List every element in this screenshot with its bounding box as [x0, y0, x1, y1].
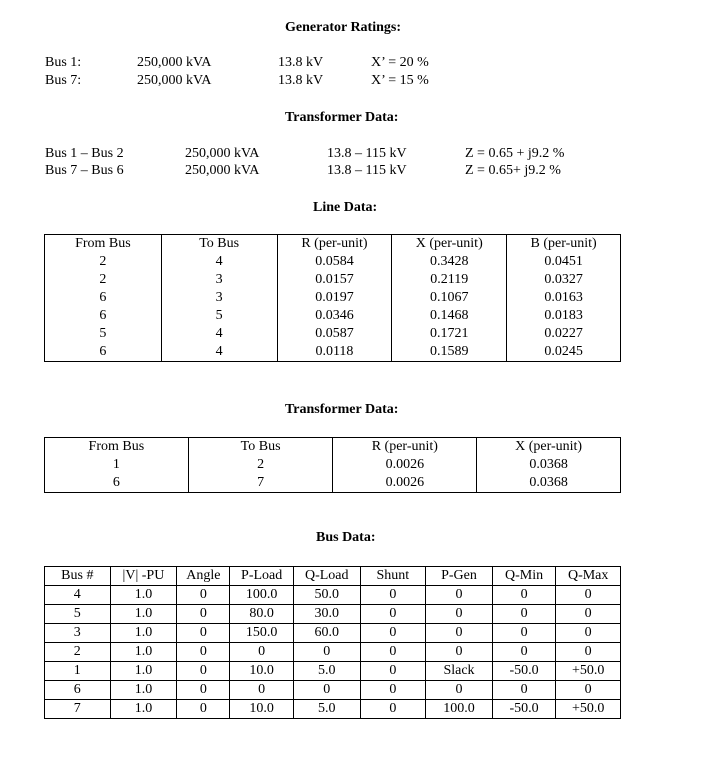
column-header: P-Load: [230, 567, 294, 586]
table-cell: 1: [45, 662, 111, 681]
line-data-table: [44, 234, 621, 362]
table-cell: 2: [45, 271, 162, 289]
table-cell: 0.0197: [277, 289, 392, 307]
table-cell: 0: [492, 643, 556, 662]
table-cell: 0.0584: [277, 253, 392, 271]
column-header: Q-Min: [492, 567, 556, 586]
table-header-row: [45, 567, 621, 586]
table-cell: 0.2119: [392, 271, 507, 289]
xfmr-bus-pair: Bus 7 – Bus 6: [45, 163, 124, 178]
table-cell: 1.0: [110, 700, 177, 719]
xfmr-kv: 13.8 – 115 kV: [327, 163, 407, 178]
table-cell: 5.0: [293, 700, 360, 719]
table-cell: 30.0: [293, 605, 360, 624]
table-cell: 0: [177, 643, 230, 662]
table-cell: 0: [556, 605, 621, 624]
gen-kv: 13.8 kV: [278, 55, 324, 70]
table-cell: 50.0: [293, 586, 360, 605]
table-row: [45, 271, 621, 289]
table-cell: 0.0163: [507, 289, 621, 307]
table-cell: 0: [492, 605, 556, 624]
column-header: |V| -PU: [110, 567, 177, 586]
table-cell: 0: [177, 681, 230, 700]
table-cell: 3: [161, 271, 277, 289]
table-cell: 0.1721: [392, 325, 507, 343]
table-row: [45, 325, 621, 343]
table-row: [45, 474, 621, 493]
table-cell: 0: [556, 643, 621, 662]
table-cell: 0: [492, 586, 556, 605]
table-cell: 10.0: [230, 700, 294, 719]
table-cell: 5: [45, 605, 111, 624]
table-cell: 0.0346: [277, 307, 392, 325]
xfmr-kva: 250,000 kVA: [185, 146, 260, 161]
table-cell: 0.0026: [333, 474, 477, 493]
table-cell: 2: [188, 456, 333, 474]
transformer-data-heading: Transformer Data:: [285, 110, 399, 125]
table-cell: 1: [45, 456, 189, 474]
table-cell: 0: [230, 681, 294, 700]
column-header: To Bus: [161, 235, 277, 254]
table-row: [45, 456, 621, 474]
table-cell: 4: [161, 253, 277, 271]
table-cell: 6: [45, 307, 162, 325]
table-cell: 0: [492, 681, 556, 700]
table-cell: -50.0: [492, 700, 556, 719]
column-header: X (per-unit): [477, 438, 621, 457]
table-cell: 0.0245: [507, 343, 621, 362]
table-cell: 0: [177, 624, 230, 643]
table-cell: 60.0: [293, 624, 360, 643]
table-cell: 0: [360, 700, 426, 719]
table-row: [45, 586, 621, 605]
table-row: [45, 700, 621, 719]
table-cell: 0: [177, 586, 230, 605]
table-cell: 4: [45, 586, 111, 605]
table-cell: 0.0183: [507, 307, 621, 325]
column-header: R (per-unit): [333, 438, 477, 457]
table-cell: 0: [556, 624, 621, 643]
bus-data-heading: Bus Data:: [316, 530, 376, 545]
table-cell: 7: [188, 474, 333, 493]
column-header: R (per-unit): [277, 235, 392, 254]
table-cell: 5: [45, 325, 162, 343]
table-cell: 0: [293, 681, 360, 700]
gen-reactance: X’ = 20 %: [371, 55, 429, 70]
table-row: [45, 662, 621, 681]
table-cell: 2: [45, 643, 111, 662]
table-cell: 0: [360, 643, 426, 662]
column-header: Bus #: [45, 567, 111, 586]
table-cell: 0: [426, 681, 493, 700]
table-cell: 4: [161, 343, 277, 362]
table-cell: 0.1468: [392, 307, 507, 325]
table-cell: 0: [360, 586, 426, 605]
table-cell: 0: [426, 586, 493, 605]
table-cell: 80.0: [230, 605, 294, 624]
column-header: To Bus: [188, 438, 333, 457]
generator-ratings-heading: Generator Ratings:: [285, 20, 401, 35]
table-cell: 6: [45, 681, 111, 700]
table-cell: +50.0: [556, 662, 621, 681]
table-row: [45, 605, 621, 624]
table-cell: 1.0: [110, 662, 177, 681]
column-header: Q-Max: [556, 567, 621, 586]
transformer-data-table: [44, 437, 621, 493]
table-cell: 6: [45, 289, 162, 307]
table-row: [45, 643, 621, 662]
column-header: P-Gen: [426, 567, 493, 586]
gen-kva: 250,000 kVA: [137, 55, 212, 70]
column-header: X (per-unit): [392, 235, 507, 254]
transformer-data-heading: Transformer Data:: [285, 402, 399, 417]
column-header: Q-Load: [293, 567, 360, 586]
table-cell: 0.1067: [392, 289, 507, 307]
table-cell: 3: [161, 289, 277, 307]
table-cell: 0: [360, 681, 426, 700]
table-cell: 0.3428: [392, 253, 507, 271]
table-cell: 0: [230, 643, 294, 662]
table-cell: 0: [293, 643, 360, 662]
table-cell: 0.0451: [507, 253, 621, 271]
table-cell: 10.0: [230, 662, 294, 681]
table-cell: 1.0: [110, 624, 177, 643]
table-header-row: [45, 438, 621, 457]
column-header: B (per-unit): [507, 235, 621, 254]
table-cell: 2: [45, 253, 162, 271]
table-cell: 0: [426, 605, 493, 624]
table-cell: 0.0118: [277, 343, 392, 362]
gen-reactance: X’ = 15 %: [371, 73, 429, 88]
gen-bus-label: Bus 1:: [45, 55, 82, 70]
table-cell: 0.0368: [477, 456, 621, 474]
table-cell: 0.0157: [277, 271, 392, 289]
table-cell: 1.0: [110, 643, 177, 662]
table-cell: 1.0: [110, 605, 177, 624]
table-cell: 0.0587: [277, 325, 392, 343]
table-cell: 1.0: [110, 586, 177, 605]
xfmr-kv: 13.8 – 115 kV: [327, 146, 407, 161]
table-cell: 0: [426, 624, 493, 643]
table-row: [45, 624, 621, 643]
table-row: [45, 681, 621, 700]
xfmr-bus-pair: Bus 1 – Bus 2: [45, 146, 124, 161]
table-cell: 0: [360, 624, 426, 643]
gen-bus-label: Bus 7:: [45, 73, 82, 88]
gen-kva: 250,000 kVA: [137, 73, 212, 88]
table-row: [45, 253, 621, 271]
table-cell: 0: [556, 681, 621, 700]
table-row: [45, 307, 621, 325]
table-cell: 5.0: [293, 662, 360, 681]
table-row: [45, 343, 621, 362]
gen-kv: 13.8 kV: [278, 73, 324, 88]
table-cell: 1.0: [110, 681, 177, 700]
table-header-row: [45, 235, 621, 254]
table-row: [45, 289, 621, 307]
table-cell: Slack: [426, 662, 493, 681]
table-cell: 0: [492, 624, 556, 643]
table-cell: 0: [426, 643, 493, 662]
xfmr-impedance: Z = 0.65+ j9.2 %: [465, 163, 561, 178]
column-header: Angle: [177, 567, 230, 586]
table-cell: 0: [556, 586, 621, 605]
line-data-heading: Line Data:: [313, 200, 378, 215]
table-cell: 0: [177, 700, 230, 719]
table-cell: 100.0: [426, 700, 493, 719]
xfmr-kva: 250,000 kVA: [185, 163, 260, 178]
bus-data-table: [44, 566, 621, 719]
table-cell: 0.0026: [333, 456, 477, 474]
table-cell: 0.0368: [477, 474, 621, 493]
table-cell: 150.0: [230, 624, 294, 643]
table-cell: +50.0: [556, 700, 621, 719]
table-cell: 3: [45, 624, 111, 643]
table-cell: 6: [45, 474, 189, 493]
table-cell: 4: [161, 325, 277, 343]
table-cell: 0: [177, 662, 230, 681]
column-header: Shunt: [360, 567, 426, 586]
xfmr-impedance: Z = 0.65 + j9.2 %: [465, 146, 565, 161]
table-cell: 100.0: [230, 586, 294, 605]
table-cell: 5: [161, 307, 277, 325]
table-cell: 7: [45, 700, 111, 719]
table-cell: 0.0327: [507, 271, 621, 289]
table-cell: 0.0227: [507, 325, 621, 343]
table-cell: 6: [45, 343, 162, 362]
column-header: From Bus: [45, 438, 189, 457]
table-cell: 0: [360, 605, 426, 624]
table-cell: -50.0: [492, 662, 556, 681]
table-cell: 0.1589: [392, 343, 507, 362]
table-cell: 0: [177, 605, 230, 624]
column-header: From Bus: [45, 235, 162, 254]
table-cell: 0: [360, 662, 426, 681]
